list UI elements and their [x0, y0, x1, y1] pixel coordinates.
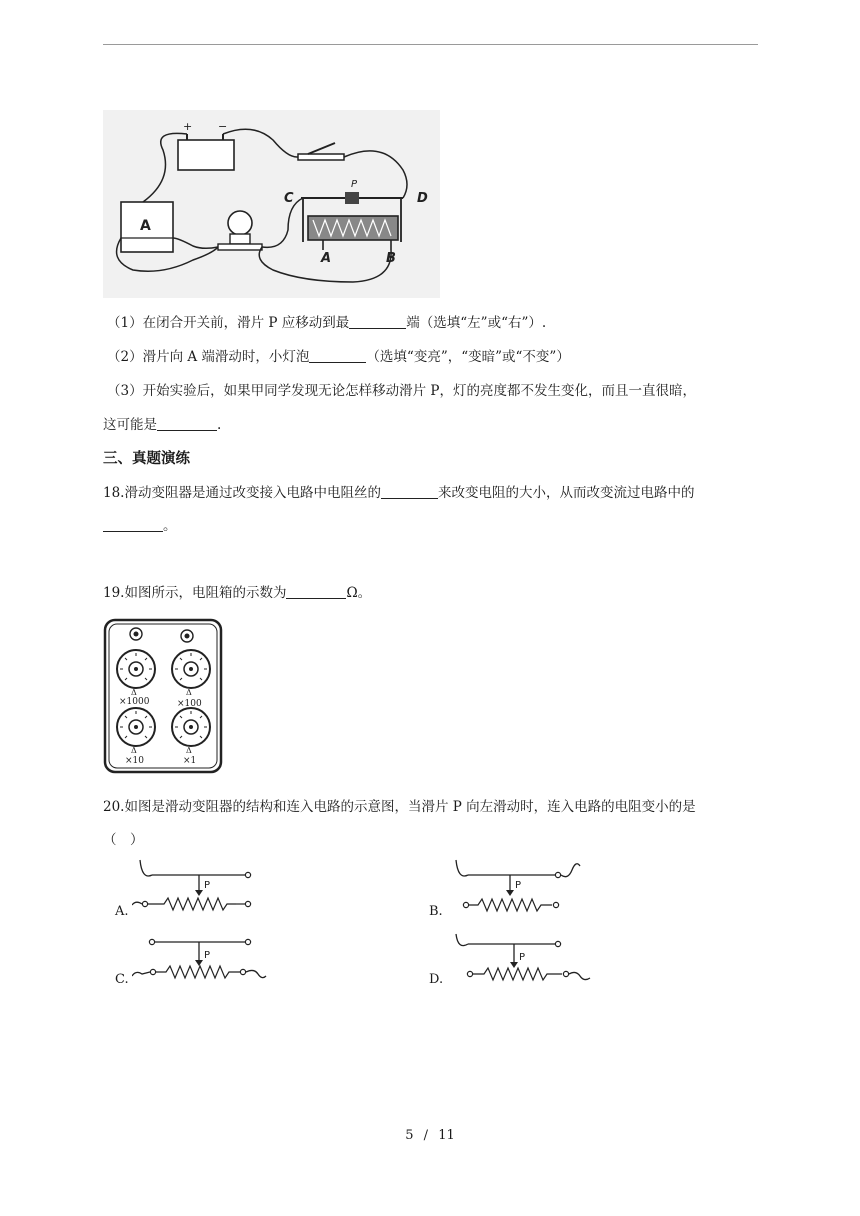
q18-line2: 。 [103, 516, 177, 536]
option-d-p: P [519, 952, 526, 963]
dial-x1 [172, 708, 210, 746]
battery-icon [178, 140, 234, 170]
q17-sub3-line2: 这可能是 . [103, 417, 222, 433]
q18-blank-1[interactable] [381, 484, 438, 499]
dial-label-x10: ×10 [125, 756, 144, 766]
option-c-letter[interactable]: C. [115, 972, 129, 987]
option-d-figure[interactable] [448, 930, 593, 990]
q17-sub2: （2）滑片向 A 端滑动时，小灯泡 （选填“变亮”，“变暗”或“不变”） [107, 349, 570, 365]
q20-line1: 20.如图是滑动变阻器的结构和连入电路的示意图，当滑片 P 向左滑动时，连入电路的电阻变小的是 [103, 799, 696, 815]
dial-x100 [172, 650, 210, 688]
dial-arrow-4: Δ [186, 746, 192, 755]
q19-blank[interactable] [286, 584, 346, 599]
option-d-letter[interactable]: D. [429, 972, 444, 987]
header-rule [103, 44, 758, 45]
q19-question: 19.如图所示，电阻箱的示数为 Ω。 [103, 585, 372, 601]
dial-arrow-1: Δ [131, 688, 137, 697]
option-a-letter[interactable]: A. [115, 904, 129, 919]
section-title: 三、真题演练 [103, 451, 190, 467]
q18-blank-2[interactable] [103, 517, 163, 532]
terminal-c: C [284, 191, 294, 206]
option-a-p: P [204, 880, 211, 891]
terminal-d: D [417, 191, 428, 206]
dial-x1000 [117, 650, 155, 688]
option-b-letter[interactable]: B. [429, 904, 443, 919]
option-c-p: P [204, 950, 211, 961]
battery-plus: + [183, 120, 193, 133]
dial-label-x1000: ×1000 [119, 697, 150, 707]
q17-sub1: （1）在闭合开关前，滑片 P 应移动到最 端（选填“左”或“右”）. [107, 315, 547, 331]
dial-arrow-2: Δ [186, 688, 192, 697]
q17-blank-3[interactable] [157, 416, 217, 431]
terminal-a: A [321, 251, 332, 266]
page-number: 5 [405, 1128, 414, 1143]
dial-x10 [117, 708, 155, 746]
option-c-figure[interactable] [132, 930, 267, 990]
circuit-figure [103, 110, 440, 298]
ammeter-label: A [140, 218, 151, 234]
page-total: 11 [438, 1128, 455, 1143]
resistance-box-figure [103, 618, 225, 776]
dial-label-x100: ×100 [177, 699, 202, 709]
slider-p: P [351, 179, 358, 190]
q20-line2: （ ） [103, 832, 144, 848]
option-b-p: P [515, 880, 522, 891]
switch-icon [298, 154, 344, 160]
battery-minus: − [218, 120, 228, 133]
option-a-figure[interactable] [132, 858, 257, 918]
dial-label-x1: ×1 [183, 756, 197, 766]
q18-line1: 18.滑动变阻器是通过改变接入电路中电阻丝的 来改变电阻的大小，从而改变流过电路中的 [103, 485, 695, 501]
q17-sub3-line1: （3）开始实验后，如果甲同学发现无论怎样移动滑片 P，灯的亮度都不发生变化，而且一直很暗， [107, 383, 696, 399]
q17-blank-1[interactable] [349, 314, 406, 329]
dial-arrow-3: Δ [131, 746, 137, 755]
option-b-figure[interactable] [448, 858, 588, 918]
q17-blank-2[interactable] [309, 348, 366, 363]
page-footer [0, 1128, 860, 1143]
terminal-b: B [386, 251, 396, 266]
page-separator: / [423, 1128, 429, 1143]
